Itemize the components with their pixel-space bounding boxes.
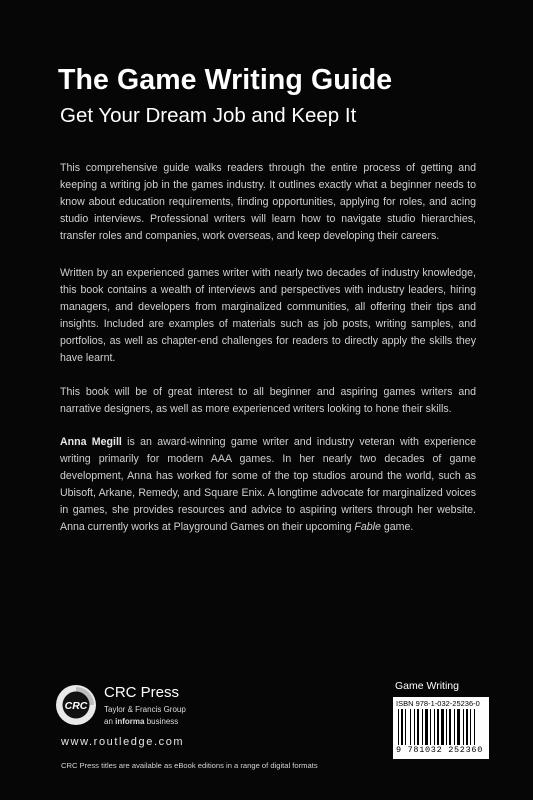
publisher-group: Taylor & Francis Group [104,705,186,714]
description-paragraph-2: Written by an experienced games writer with nearly two decades of industry knowledge, this book contains a wealth of interviews and perspectives with industry leaders, hiring managers, and developers from marginalized communities, all offering their tips and insights. Included are examples of materials such as job posts, writing samples, and portfolios, as well as chapter-end challenges for readers to directly apply the skills they have learnt. [60,267,476,365]
author-bio-paragraph [60,434,476,537]
author-name: Anna Megill [60,436,122,448]
barcode-number: 9 781032 252360 [396,745,484,755]
author-bio-text: is an award-winning game writer and industry veteran with experience writing primarily for modern AAA games. In her nearly two decades of game development, Anna has worked for some of the top studios around the world, such as Ubisoft, Arkane, Remedy, and Square Enix. A longtime advocate for marginalized voices in games, she provides resources and advice to aspiring writers through her website. Anna currently works at Playground Games on their upcoming [60,436,476,534]
book-title-heading: The Game Writing Guide [58,64,393,96]
isbn-text: ISBN 978-1-032-25236-0 [396,699,480,708]
isbn-barcode [393,697,489,759]
crc-logo-text: CRC [64,700,88,712]
informa-line [104,717,178,726]
author-bio-end: game. [380,521,414,534]
informa-prefix: an [104,717,116,726]
informa-suffix: business [144,717,179,726]
crc-press-logo-icon [55,684,97,726]
subject-category: Game Writing [395,680,459,692]
publisher-name: CRC Press [104,684,180,701]
book-subtitle: Get Your Dream Job and Keep It [60,104,357,127]
fable-title: Fable [354,521,381,534]
description-paragraph-1: This comprehensive guide walks readers through the entire process of getting and keeping a writing job in the games industry. It outlines exactly what a beginner needs to know about education requirements, finding opportunities, applying for roles, and acing studio interviews. Professional writers will learn how to navigate studio hierarchies, transfer roles and companies, work overseas, and keep developing their careers. [60,162,476,243]
description-paragraph-3: This book will be of great interest to all beginner and aspiring games writers and narrative designers, as well as more experienced writers looking to hone their skills. [60,386,476,416]
barcode-bars-icon [397,709,485,745]
ebook-note: CRC Press titles are available as eBook editions in a range of digital formats [61,761,318,770]
publisher-website: www.routledge.com [61,736,185,748]
informa-bold: informa [115,717,145,726]
